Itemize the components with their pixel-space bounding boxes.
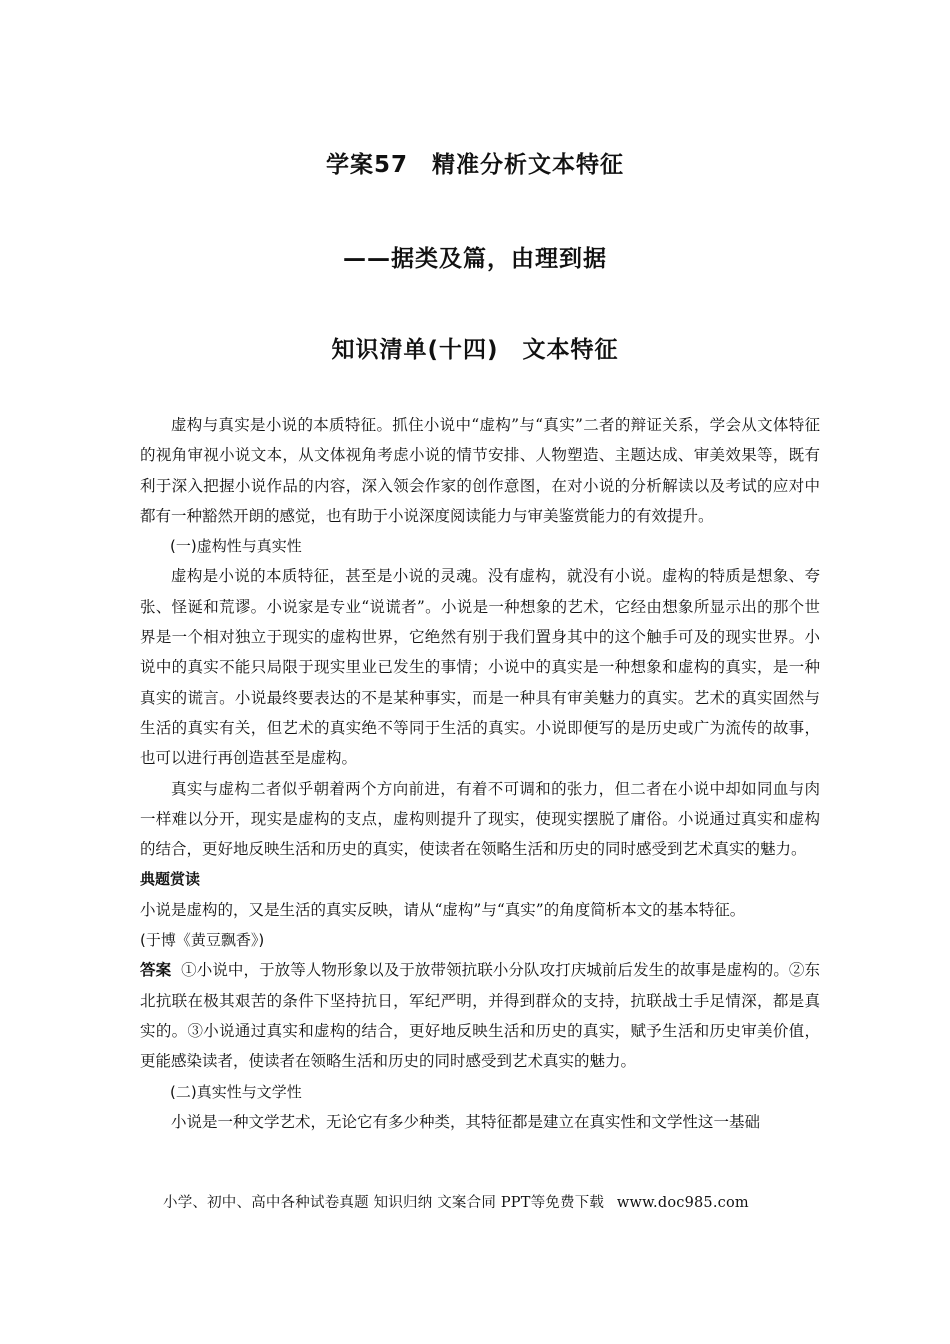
answer-label: 答案 (140, 961, 172, 980)
page-footer (163, 1191, 757, 1212)
example-source: (于博《黄豆飘香》) (140, 931, 265, 950)
part2-heading: (二)真实性与文学性 (170, 1082, 302, 1101)
part1-paragraph-2: 真实与虚构二者似乎朝着两个方向前进，有着不可调和的张力，但二者在小说中却如同血与肉一样难以分开，现实是虚构的支点，虚构则提升了现实，使现实摆脱了庸俗。小说通过真实和虚构的结合，更好地反映生活和历史的真实，使读者在领略生活和历史的同时感受到艺术真实的魅力。 (140, 779, 820, 859)
example-label: 典题赏读 (140, 870, 201, 889)
example-question: 小说是虚构的，又是生活的真实反映，请从“虚构”与“真实”的角度简析本文的基本特征。 (140, 900, 746, 919)
document-body (140, 410, 820, 1137)
part1-paragraph-1: 虚构是小说的本质特征，甚至是小说的灵魂。没有虚构，就没有小说。虚构的特质是想象、夸张、怪诞和荒谬。小说家是专业“说谎者”。小说是一种想象的艺术，它经由想象所显示出的那个世界是一个相对独立于现实的虚构世界，它绝然有别于我们置身其中的这个触手可及的现实世界。小说中的真实不能只局限于现实里业已发生的事情；小说中的真实是一种想象和虚构的真实，是一种真实的谎言。小说最终要表达的不是某种事实，而是一种具有审美魅力的真实。艺术的真实固然与生活的真实有关，但艺术的真实绝不等同于生活的真实。小说即便写的是历史或广为流传的故事，也可以进行再创造甚至是虚构。 (140, 567, 820, 768)
example-answer (140, 955, 820, 1076)
answer-text: ①小说中，于放等人物形象以及于放带领抗联小分队攻打庆城前后发生的故事是虚构的。②东北抗联在极其艰苦的条件下坚持抗日，军纪严明，并得到群众的支持，抗联战士手足情深，都是真实的。③小说通过真实和虚构的结合，更好地反映生活和历史的真实，赋予生活和历史审美价值，更能感染读者，使读者在领略生活和历史的同时感受到艺术真实的魅力。 (140, 961, 820, 1071)
page-subtitle: ——据类及篇，由理到据 (343, 246, 607, 272)
footer-url[interactable]: www.doc985.com (616, 1195, 749, 1211)
part2-paragraph-1: 小说是一种文学艺术，无论它有多少种类，其特征都是建立在真实性和文学性这一基础 (171, 1112, 761, 1131)
section-title: 知识清单(十四) 文本特征 (331, 337, 619, 363)
footer-text: 小学、初中、高中各种试卷真题 知识归纳 文案合同 PPT等免费下载 (163, 1195, 605, 1211)
part1-heading: (一)虚构性与真实性 (170, 537, 302, 556)
page-title: 学案57 精准分析文本特征 (325, 152, 624, 178)
intro-paragraph: 虚构与真实是小说的本质特征。抓住小说中“虚构”与“真实”二者的辩证关系，学会从文体特征的视角审视小说文本，从文体视角考虑小说的情节安排、人物塑造、主题达成、审美效果等，既有利于深入把握小说作品的内容，深入领会作家的创作意图，在对小说的分析解读以及考试的应对中都有一种豁然开朗的感觉，也有助于小说深度阅读能力与审美鉴赏能力的有效提升。 (140, 416, 820, 525)
